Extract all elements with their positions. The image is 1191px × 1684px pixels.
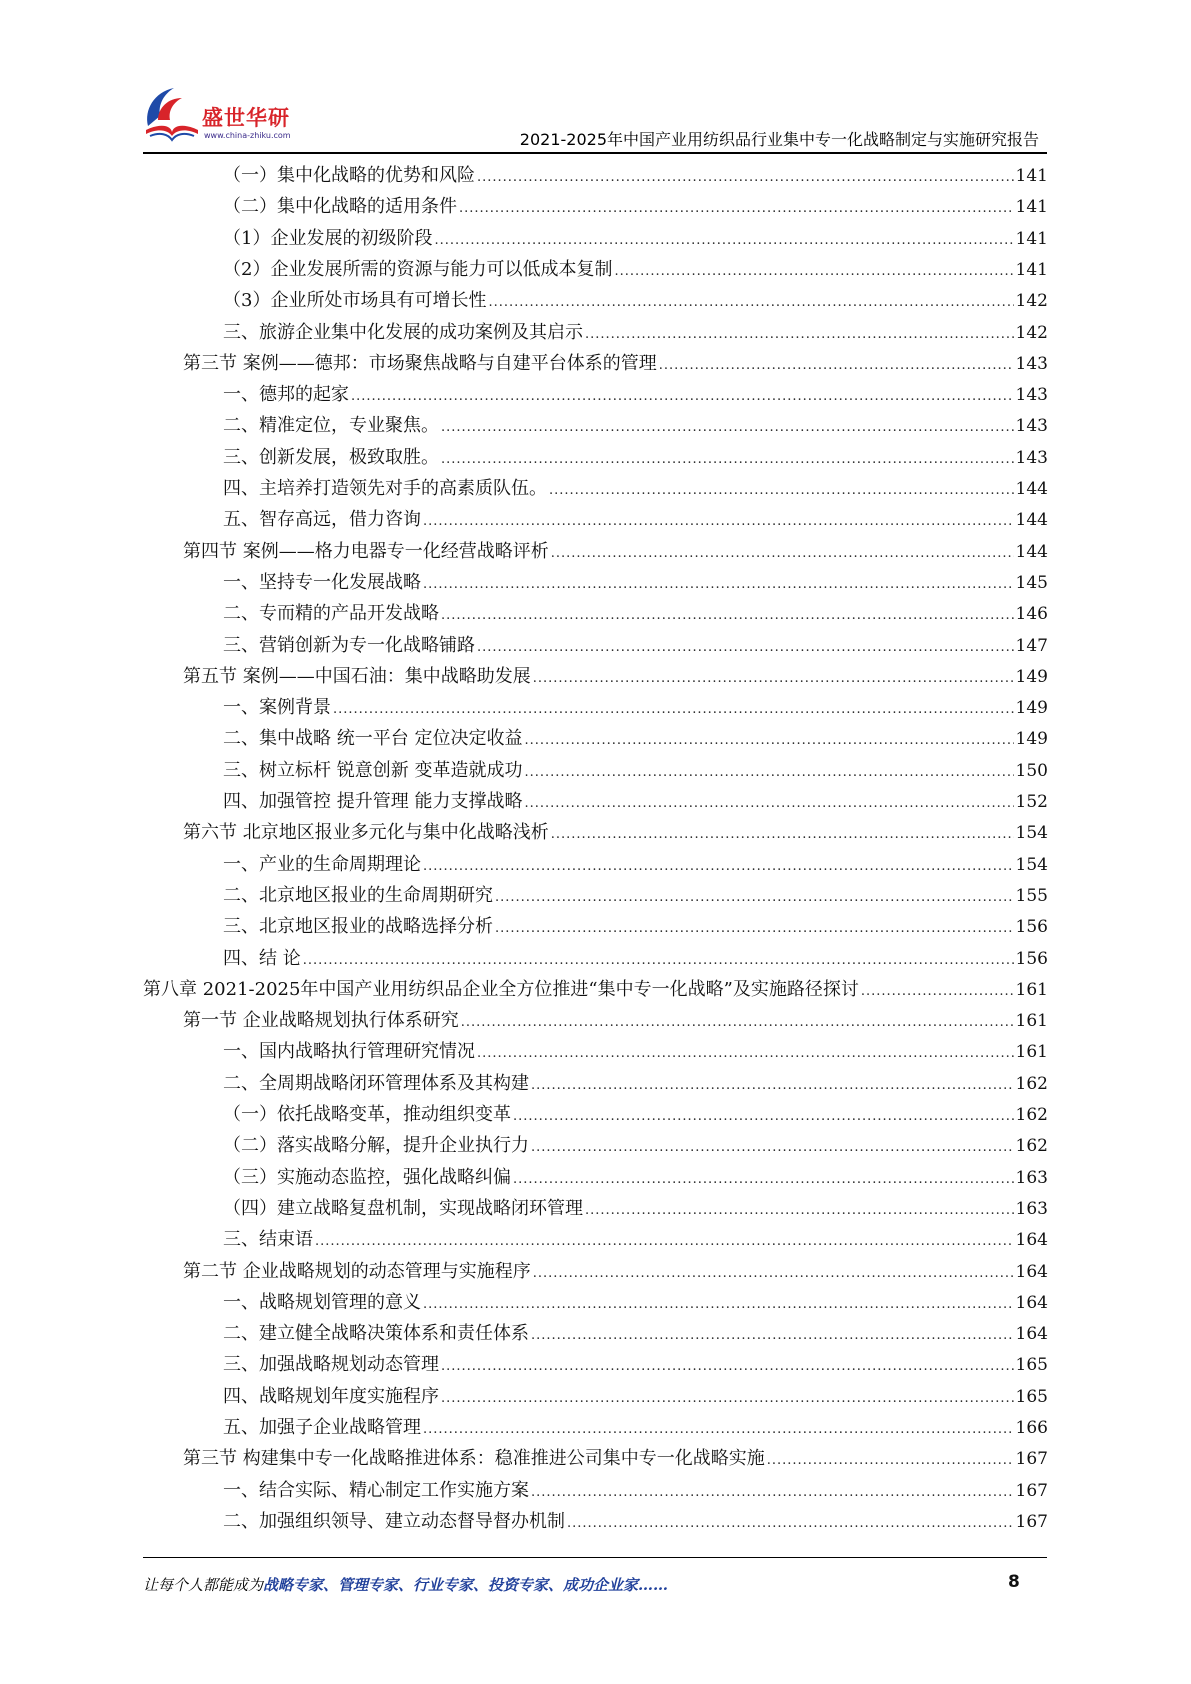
toc-entry[interactable] xyxy=(223,1099,1048,1130)
toc-entry-title: 三、创新发展，极致取胜。 xyxy=(223,447,439,468)
slogan-prefix: 让每个人都能成为 xyxy=(143,1576,264,1594)
toc-entry[interactable] xyxy=(183,348,1048,379)
toc-entry[interactable] xyxy=(223,1162,1048,1193)
toc-entry[interactable] xyxy=(223,849,1048,880)
toc-entry[interactable] xyxy=(223,1224,1048,1255)
toc-entry[interactable] xyxy=(223,285,1048,316)
toc-entry-page: 144 xyxy=(1015,510,1048,530)
company-logo xyxy=(140,80,330,146)
toc-dot-leader xyxy=(441,444,1014,473)
toc-entry-title: （1）企业发展的初级阶段 xyxy=(223,228,433,249)
toc-dot-leader xyxy=(551,538,1014,567)
toc-entry-page: 141 xyxy=(1015,229,1048,249)
toc-dot-leader xyxy=(585,1195,1014,1224)
toc-dot-leader xyxy=(524,725,1013,754)
toc-entry-page: 141 xyxy=(1015,260,1048,280)
toc-entry-page: 163 xyxy=(1015,1168,1048,1188)
footer-divider xyxy=(143,1557,1047,1558)
toc-dot-leader xyxy=(495,913,1014,942)
toc-entry[interactable] xyxy=(223,786,1048,817)
toc-entry[interactable] xyxy=(223,911,1048,942)
toc-dot-leader xyxy=(441,600,1014,629)
toc-entry-page: 143 xyxy=(1015,354,1048,374)
toc-entry-title: （二）集中化战略的适用条件 xyxy=(223,196,457,217)
page-header xyxy=(0,0,1191,150)
toc-entry-page: 162 xyxy=(1015,1105,1048,1125)
toc-entry-page: 155 xyxy=(1015,886,1048,906)
toc-entry[interactable] xyxy=(223,1475,1048,1506)
toc-entry[interactable] xyxy=(223,723,1048,754)
toc-entry[interactable] xyxy=(223,442,1048,473)
toc-dot-leader xyxy=(477,162,1014,191)
toc-entry[interactable] xyxy=(223,504,1048,535)
toc-entry[interactable] xyxy=(223,598,1048,629)
toc-dot-leader xyxy=(459,193,1014,222)
toc-entry-page: 144 xyxy=(1015,542,1048,562)
toc-entry-title: 二、北京地区报业的生命周期研究 xyxy=(223,885,493,906)
toc-dot-leader xyxy=(477,632,1014,661)
toc-entry[interactable] xyxy=(183,1256,1048,1287)
logo-name: 盛世华研 xyxy=(202,106,290,130)
report-title: 2021-2025年中国产业用纺织品行业集中专一化战略制定与实施研究报告 xyxy=(519,130,1039,149)
toc-entry[interactable] xyxy=(143,974,1048,1005)
toc-entry[interactable] xyxy=(223,755,1048,786)
toc-entry-page: 154 xyxy=(1015,855,1048,875)
toc-dot-leader xyxy=(513,1101,1014,1130)
toc-entry-page: 167 xyxy=(1015,1512,1048,1532)
toc-entry-page: 143 xyxy=(1015,416,1048,436)
toc-entry-title: 一、坚持专一化发展战略 xyxy=(223,572,421,593)
toc-entry-page: 141 xyxy=(1015,197,1048,217)
toc-entry-title: 三、北京地区报业的战略选择分析 xyxy=(223,916,493,937)
toc-entry-page: 161 xyxy=(1015,1011,1048,1031)
toc-dot-leader xyxy=(495,882,1014,911)
toc-entry-page: 167 xyxy=(1015,1481,1048,1501)
toc-entry-title: 四、加强管控 提升管理 能力支撑战略 xyxy=(223,791,523,812)
header-divider xyxy=(143,152,1047,154)
toc-dot-leader xyxy=(531,1070,1014,1099)
logo-url: www.china-zhiku.com xyxy=(204,131,291,140)
toc-entry[interactable] xyxy=(223,880,1048,911)
toc-dot-leader xyxy=(315,1226,1014,1255)
toc-entry-title: 二、建立健全战略决策体系和责任体系 xyxy=(223,1323,529,1344)
toc-entry-page: 164 xyxy=(1015,1230,1048,1250)
toc-entry-page: 149 xyxy=(1015,698,1048,718)
toc-entry-page: 166 xyxy=(1015,1418,1048,1438)
toc-entry[interactable] xyxy=(223,1506,1048,1537)
toc-entry-page: 141 xyxy=(1015,166,1048,186)
toc-entry-page: 154 xyxy=(1015,823,1048,843)
toc-entry[interactable] xyxy=(223,1130,1048,1161)
toc-dot-leader xyxy=(303,945,1014,974)
toc-entry-title: 二、加强组织领导、建立动态督导督办机制 xyxy=(223,1511,565,1532)
toc-dot-leader xyxy=(659,350,1014,379)
toc-dot-leader xyxy=(531,1132,1014,1161)
toc-dot-leader xyxy=(441,412,1014,441)
toc-entry[interactable] xyxy=(183,536,1048,567)
toc-entry-page: 161 xyxy=(1015,980,1048,1000)
toc-entry-page: 147 xyxy=(1015,636,1048,656)
toc-entry-title: 第一节 企业战略规划执行体系研究 xyxy=(183,1010,459,1031)
toc-entry-title: （四）建立战略复盘机制，实现战略闭环管理 xyxy=(223,1198,583,1219)
toc-entry-page: 142 xyxy=(1015,323,1048,343)
toc-entry-page: 149 xyxy=(1015,667,1048,687)
toc-entry-page: 165 xyxy=(1015,1355,1048,1375)
toc-entry[interactable] xyxy=(223,379,1048,410)
toc-entry-title: 四、主培养打造领先对手的高素质队伍。 xyxy=(223,478,547,499)
toc-entry[interactable] xyxy=(223,943,1048,974)
toc-dot-leader xyxy=(567,1508,1014,1537)
toc-entry[interactable] xyxy=(223,410,1048,441)
toc-dot-leader xyxy=(423,1414,1014,1443)
toc-entry[interactable] xyxy=(223,567,1048,598)
toc-entry-title: （三）实施动态监控，强化战略纠偏 xyxy=(223,1167,511,1188)
toc-entry-page: 162 xyxy=(1015,1074,1048,1094)
toc-entry[interactable] xyxy=(223,1287,1048,1318)
toc-dot-leader xyxy=(423,506,1014,535)
toc-entry[interactable] xyxy=(183,1443,1048,1474)
toc-entry-title: 一、案例背景 xyxy=(223,697,331,718)
toc-entry-title: 四、结 论 xyxy=(223,948,301,969)
toc-entry-title: 第三节 构建集中专一化战略推进体系：稳准推进公司集中专一化战略实施 xyxy=(183,1448,765,1469)
toc-entry[interactable] xyxy=(223,1036,1048,1067)
toc-entry[interactable] xyxy=(223,254,1048,285)
toc-dot-leader xyxy=(533,663,1014,692)
toc-entry-page: 152 xyxy=(1015,792,1048,812)
toc-entry-title: 三、结束语 xyxy=(223,1229,313,1250)
toc-entry-page: 143 xyxy=(1015,448,1048,468)
toc-entry[interactable] xyxy=(223,1412,1048,1443)
toc-dot-leader xyxy=(351,381,1014,410)
toc-entry-title: 三、加强战略规划动态管理 xyxy=(223,1354,439,1375)
toc-entry-page: 164 xyxy=(1015,1262,1048,1282)
toc-entry-page: 167 xyxy=(1015,1449,1048,1469)
toc-entry-title: 二、集中战略 统一平台 定位决定收益 xyxy=(223,728,523,749)
toc-entry[interactable] xyxy=(223,1068,1048,1099)
toc-entry[interactable] xyxy=(223,223,1048,254)
toc-entry-title: （二）落实战略分解，提升企业执行力 xyxy=(223,1135,529,1156)
toc-entry-title: 一、德邦的起家 xyxy=(223,384,349,405)
toc-entry-page: 145 xyxy=(1015,573,1048,593)
toc-entry-page: 150 xyxy=(1015,761,1048,781)
toc-dot-leader xyxy=(333,694,1014,723)
toc-dot-leader xyxy=(441,1383,1014,1412)
toc-dot-leader xyxy=(524,757,1013,786)
toc-entry-page: 164 xyxy=(1015,1293,1048,1313)
toc-entry[interactable] xyxy=(183,661,1048,692)
toc-entry-title: 二、全周期战略闭环管理体系及其构建 xyxy=(223,1073,529,1094)
toc-dot-leader xyxy=(551,819,1014,848)
toc-entry[interactable] xyxy=(223,1381,1048,1412)
toc-entry-title: 第四节 案例——格力电器专一化经营战略评析 xyxy=(183,541,549,562)
toc-dot-leader xyxy=(423,569,1014,598)
slogan-highlight: 战略专家、管理专家、行业专家、投资专家、成功企业家…… xyxy=(263,1576,669,1594)
logo-emblem-icon xyxy=(140,80,204,144)
toc-dot-leader xyxy=(531,1477,1014,1506)
toc-entry[interactable] xyxy=(223,1318,1048,1349)
toc-dot-leader xyxy=(423,851,1014,880)
toc-entry-page: 161 xyxy=(1015,1042,1048,1062)
toc-dot-leader xyxy=(434,225,1013,254)
toc-entry-title: 一、产业的生命周期理论 xyxy=(223,854,421,875)
toc-entry[interactable] xyxy=(223,692,1048,723)
toc-entry[interactable] xyxy=(223,160,1048,191)
toc-entry-title: 第八章 2021-2025年中国产业用纺织品企业全方位推进“集中专一化战略”及实施路径探讨 xyxy=(143,979,859,1000)
toc-dot-leader xyxy=(531,1320,1014,1349)
toc-dot-leader xyxy=(461,1007,1014,1036)
toc-entry-title: 三、旅游企业集中化发展的成功案例及其启示 xyxy=(223,322,583,343)
toc-entry-title: 第五节 案例——中国石油：集中战略助发展 xyxy=(183,666,531,687)
toc-entry-title: 第二节 企业战略规划的动态管理与实施程序 xyxy=(183,1261,531,1282)
toc-entry[interactable] xyxy=(223,317,1048,348)
toc-entry[interactable] xyxy=(223,191,1048,222)
toc-entry-title: 一、战略规划管理的意义 xyxy=(223,1292,421,1313)
toc-dot-leader xyxy=(513,1164,1014,1193)
toc-dot-leader xyxy=(477,1038,1014,1067)
toc-entry-title: 一、国内战略执行管理研究情况 xyxy=(223,1041,475,1062)
toc-dot-leader xyxy=(614,256,1013,285)
toc-entry-title: （3）企业所处市场具有可增长性 xyxy=(223,290,487,311)
toc-entry-title: 四、战略规划年度实施程序 xyxy=(223,1386,439,1407)
toc-entry-title: 二、专而精的产品开发战略 xyxy=(223,603,439,624)
toc-dot-leader xyxy=(585,319,1014,348)
toc-entry-title: 二、精准定位，专业聚焦。 xyxy=(223,415,439,436)
toc-entry-title: （一）依托战略变革，推动组织变革 xyxy=(223,1104,511,1125)
toc-entry[interactable] xyxy=(223,1193,1048,1224)
toc-dot-leader xyxy=(423,1289,1014,1318)
toc-entry-title: 一、结合实际、精心制定工作实施方案 xyxy=(223,1480,529,1501)
toc-entry-page: 156 xyxy=(1015,917,1048,937)
toc-entry-page: 163 xyxy=(1015,1199,1048,1219)
toc-entry-page: 146 xyxy=(1015,604,1048,624)
toc-entry-page: 156 xyxy=(1015,949,1048,969)
toc-entry-title: 三、营销创新为专一化战略铺路 xyxy=(223,635,475,656)
toc-entry[interactable] xyxy=(223,473,1048,504)
toc-entry-title: 五、智存高远，借力咨询 xyxy=(223,509,421,530)
toc-entry[interactable] xyxy=(223,1349,1048,1380)
toc-entry-page: 164 xyxy=(1015,1324,1048,1344)
toc-dot-leader xyxy=(861,976,1014,1005)
toc-entry-page: 149 xyxy=(1015,729,1048,749)
toc-dot-leader xyxy=(549,475,1014,504)
toc-dot-leader xyxy=(441,1351,1014,1380)
toc-dot-leader xyxy=(533,1258,1014,1287)
toc-entry-page: 144 xyxy=(1015,479,1048,499)
toc-entry-page: 142 xyxy=(1015,291,1048,311)
toc-entry-title: （2）企业发展所需的资源与能力可以低成本复制 xyxy=(223,259,613,280)
toc-dot-leader xyxy=(524,788,1013,817)
toc-entry[interactable] xyxy=(183,817,1048,848)
toc-entry-title: 第六节 北京地区报业多元化与集中化战略浅析 xyxy=(183,822,549,843)
toc-entry-page: 162 xyxy=(1015,1136,1048,1156)
footer-slogan xyxy=(143,1574,668,1595)
toc-dot-leader xyxy=(767,1445,1014,1474)
toc-entry-title: 第三节 案例——德邦：市场聚焦战略与自建平台体系的管理 xyxy=(183,353,657,374)
toc-entry-title: 三、树立标杆 锐意创新 变革造就成功 xyxy=(223,760,523,781)
toc-entry[interactable] xyxy=(223,630,1048,661)
toc-entry-title: （一）集中化战略的优势和风险 xyxy=(223,165,475,186)
toc-entry[interactable] xyxy=(183,1005,1048,1036)
toc-entry-page: 165 xyxy=(1015,1387,1048,1407)
toc-entry-title: 五、加强子企业战略管理 xyxy=(223,1417,421,1438)
page-number: 8 xyxy=(1008,1572,1020,1592)
toc-entry-page: 143 xyxy=(1015,385,1048,405)
toc-dot-leader xyxy=(488,287,1013,316)
